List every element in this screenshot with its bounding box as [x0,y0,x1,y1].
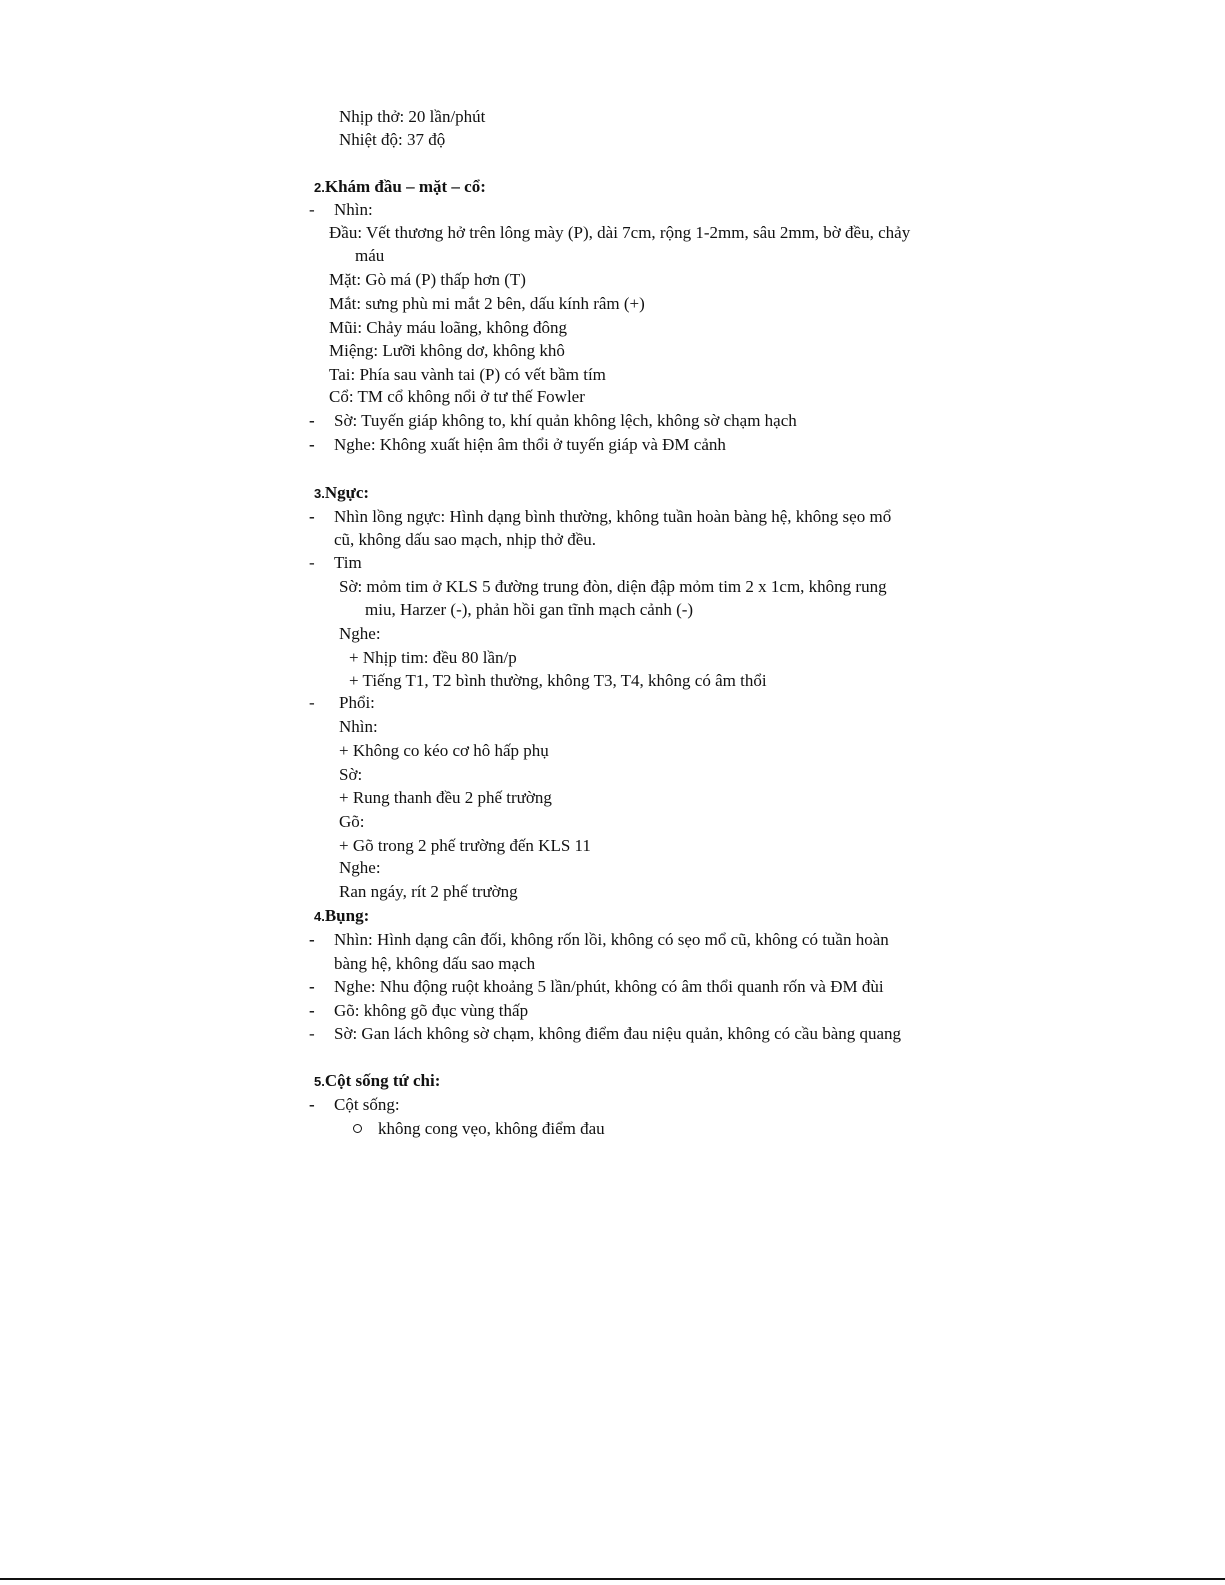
s2-head-line-2: máu [355,246,385,265]
s4-percussion: Gõ: không gõ đục vùng thấp [334,1001,529,1020]
s4-auscultation: Nghe: Nhu động ruột khoảng 5 lần/phút, không có âm thổi quanh rốn và ĐM đùi [334,977,884,996]
s2-neck: Cổ: TM cổ không nổi ở tư thế Fowler [329,387,585,406]
s3-lung-palp: Sờ: [339,765,363,784]
section-3-number: 3. [314,486,325,501]
s5-spine-item: không cong vẹo, không điểm đau [378,1119,605,1138]
circle-bullet-icon [353,1124,362,1133]
s2-mouth: Miệng: Lưỡi không dơ, không khô [329,341,565,360]
section-5-title: Cột sống tứ chi: [324,1071,441,1090]
vital-resp-rate: Nhịp thở: 20 lần/phút [339,107,486,126]
section-2-title: Khám đầu – mặt – cổ: [324,177,486,196]
bullet-dash: - [309,200,315,219]
s2-look: Nhìn: [334,200,373,219]
section-2-heading [314,176,486,199]
s3-heart-palp-line-1: Sờ: mỏm tim ở KLS 5 đường trung đòn, diện đập mỏm tim 2 x 1cm, không rung [339,577,887,596]
s3-chest-line-1: Nhìn lồng ngực: Hình dạng bình thường, không tuần hoàn bàng hệ, không sẹo mổ [334,507,892,526]
section-3-title: Ngực: [324,483,370,502]
section-4-heading [314,905,369,928]
section-3-heading [314,482,369,505]
section-5-number: 5. [314,1074,325,1089]
bullet-dash: - [309,930,315,949]
bullet-dash: - [309,553,315,572]
bullet-dash: - [309,411,315,430]
s3-lung-palp-item: + Rung thanh đều 2 phế trường [339,788,552,807]
s2-eyes: Mắt: sưng phù mi mắt 2 bên, dấu kính râm (+) [329,294,645,313]
bullet-dash: - [309,693,315,712]
bullet-dash: - [309,1024,315,1043]
section-4-title: Bụng: [324,906,370,925]
s3-chest-line-2: cũ, không dấu sao mạch, nhịp thở đều. [334,530,597,549]
page-bottom-border [0,1578,1225,1580]
s4-look-line-1: Nhìn: Hình dạng cân đối, không rốn lồi, không có sẹo mổ cũ, không có tuần hoàn [334,930,889,949]
s3-heart-rate: + Nhịp tim: đều 80 lần/p [349,648,517,667]
s2-face: Mặt: Gò má (P) thấp hơn (T) [329,270,526,289]
s3-heart-palp-line-2: miu, Harzer (-), phản hồi gan tĩnh mạch cảnh (-) [365,600,694,619]
bullet-dash: - [309,1095,315,1114]
s5-spine: Cột sống: [334,1095,400,1114]
s4-look-line-2: bàng hệ, không dấu sao mạch [334,954,536,973]
s3-lung-perc-item: + Gõ trong 2 phế trường đến KLS 11 [339,836,591,855]
bullet-dash: - [309,435,315,454]
s3-lung-look-item: + Không co kéo cơ hô hấp phụ [339,741,549,760]
s2-ear: Tai: Phía sau vành tai (P) có vết bầm tím [329,365,606,384]
s2-auscultation: Nghe: Không xuất hiện âm thổi ở tuyến giáp và ĐM cảnh [334,435,726,454]
s3-lung: Phổi: [339,693,375,712]
bullet-dash: - [309,1001,315,1020]
vital-temperature: Nhiệt độ: 37 độ [339,130,446,149]
s3-heart: Tim [334,553,362,572]
s3-lung-ausc-item: Ran ngáy, rít 2 phế trường [339,882,518,901]
section-2-number: 2. [314,180,325,195]
s3-lung-look: Nhìn: [339,717,378,736]
s3-lung-perc: Gõ: [339,812,365,831]
bullet-dash: - [309,507,315,526]
s2-head-line-1: Đầu: Vết thương hở trên lông mày (P), dài 7cm, rộng 1-2mm, sâu 2mm, bờ đều, chảy [329,223,911,242]
section-4-number: 4. [314,909,325,924]
s3-heart-ausc: Nghe: [339,624,381,643]
bullet-dash: - [309,977,315,996]
section-5-heading [314,1070,440,1093]
s3-lung-ausc: Nghe: [339,858,381,877]
s4-palpation: Sờ: Gan lách không sờ chạm, không điểm đau niệu quản, không có cầu bàng quang [334,1024,902,1043]
s2-nose: Mũi: Chảy máu loãng, không đông [329,318,567,337]
s3-heart-sounds: + Tiếng T1, T2 bình thường, không T3, T4, không có âm thổi [349,671,767,690]
s2-palpation: Sờ: Tuyến giáp không to, khí quản không lệch, không sờ chạm hạch [334,411,797,430]
